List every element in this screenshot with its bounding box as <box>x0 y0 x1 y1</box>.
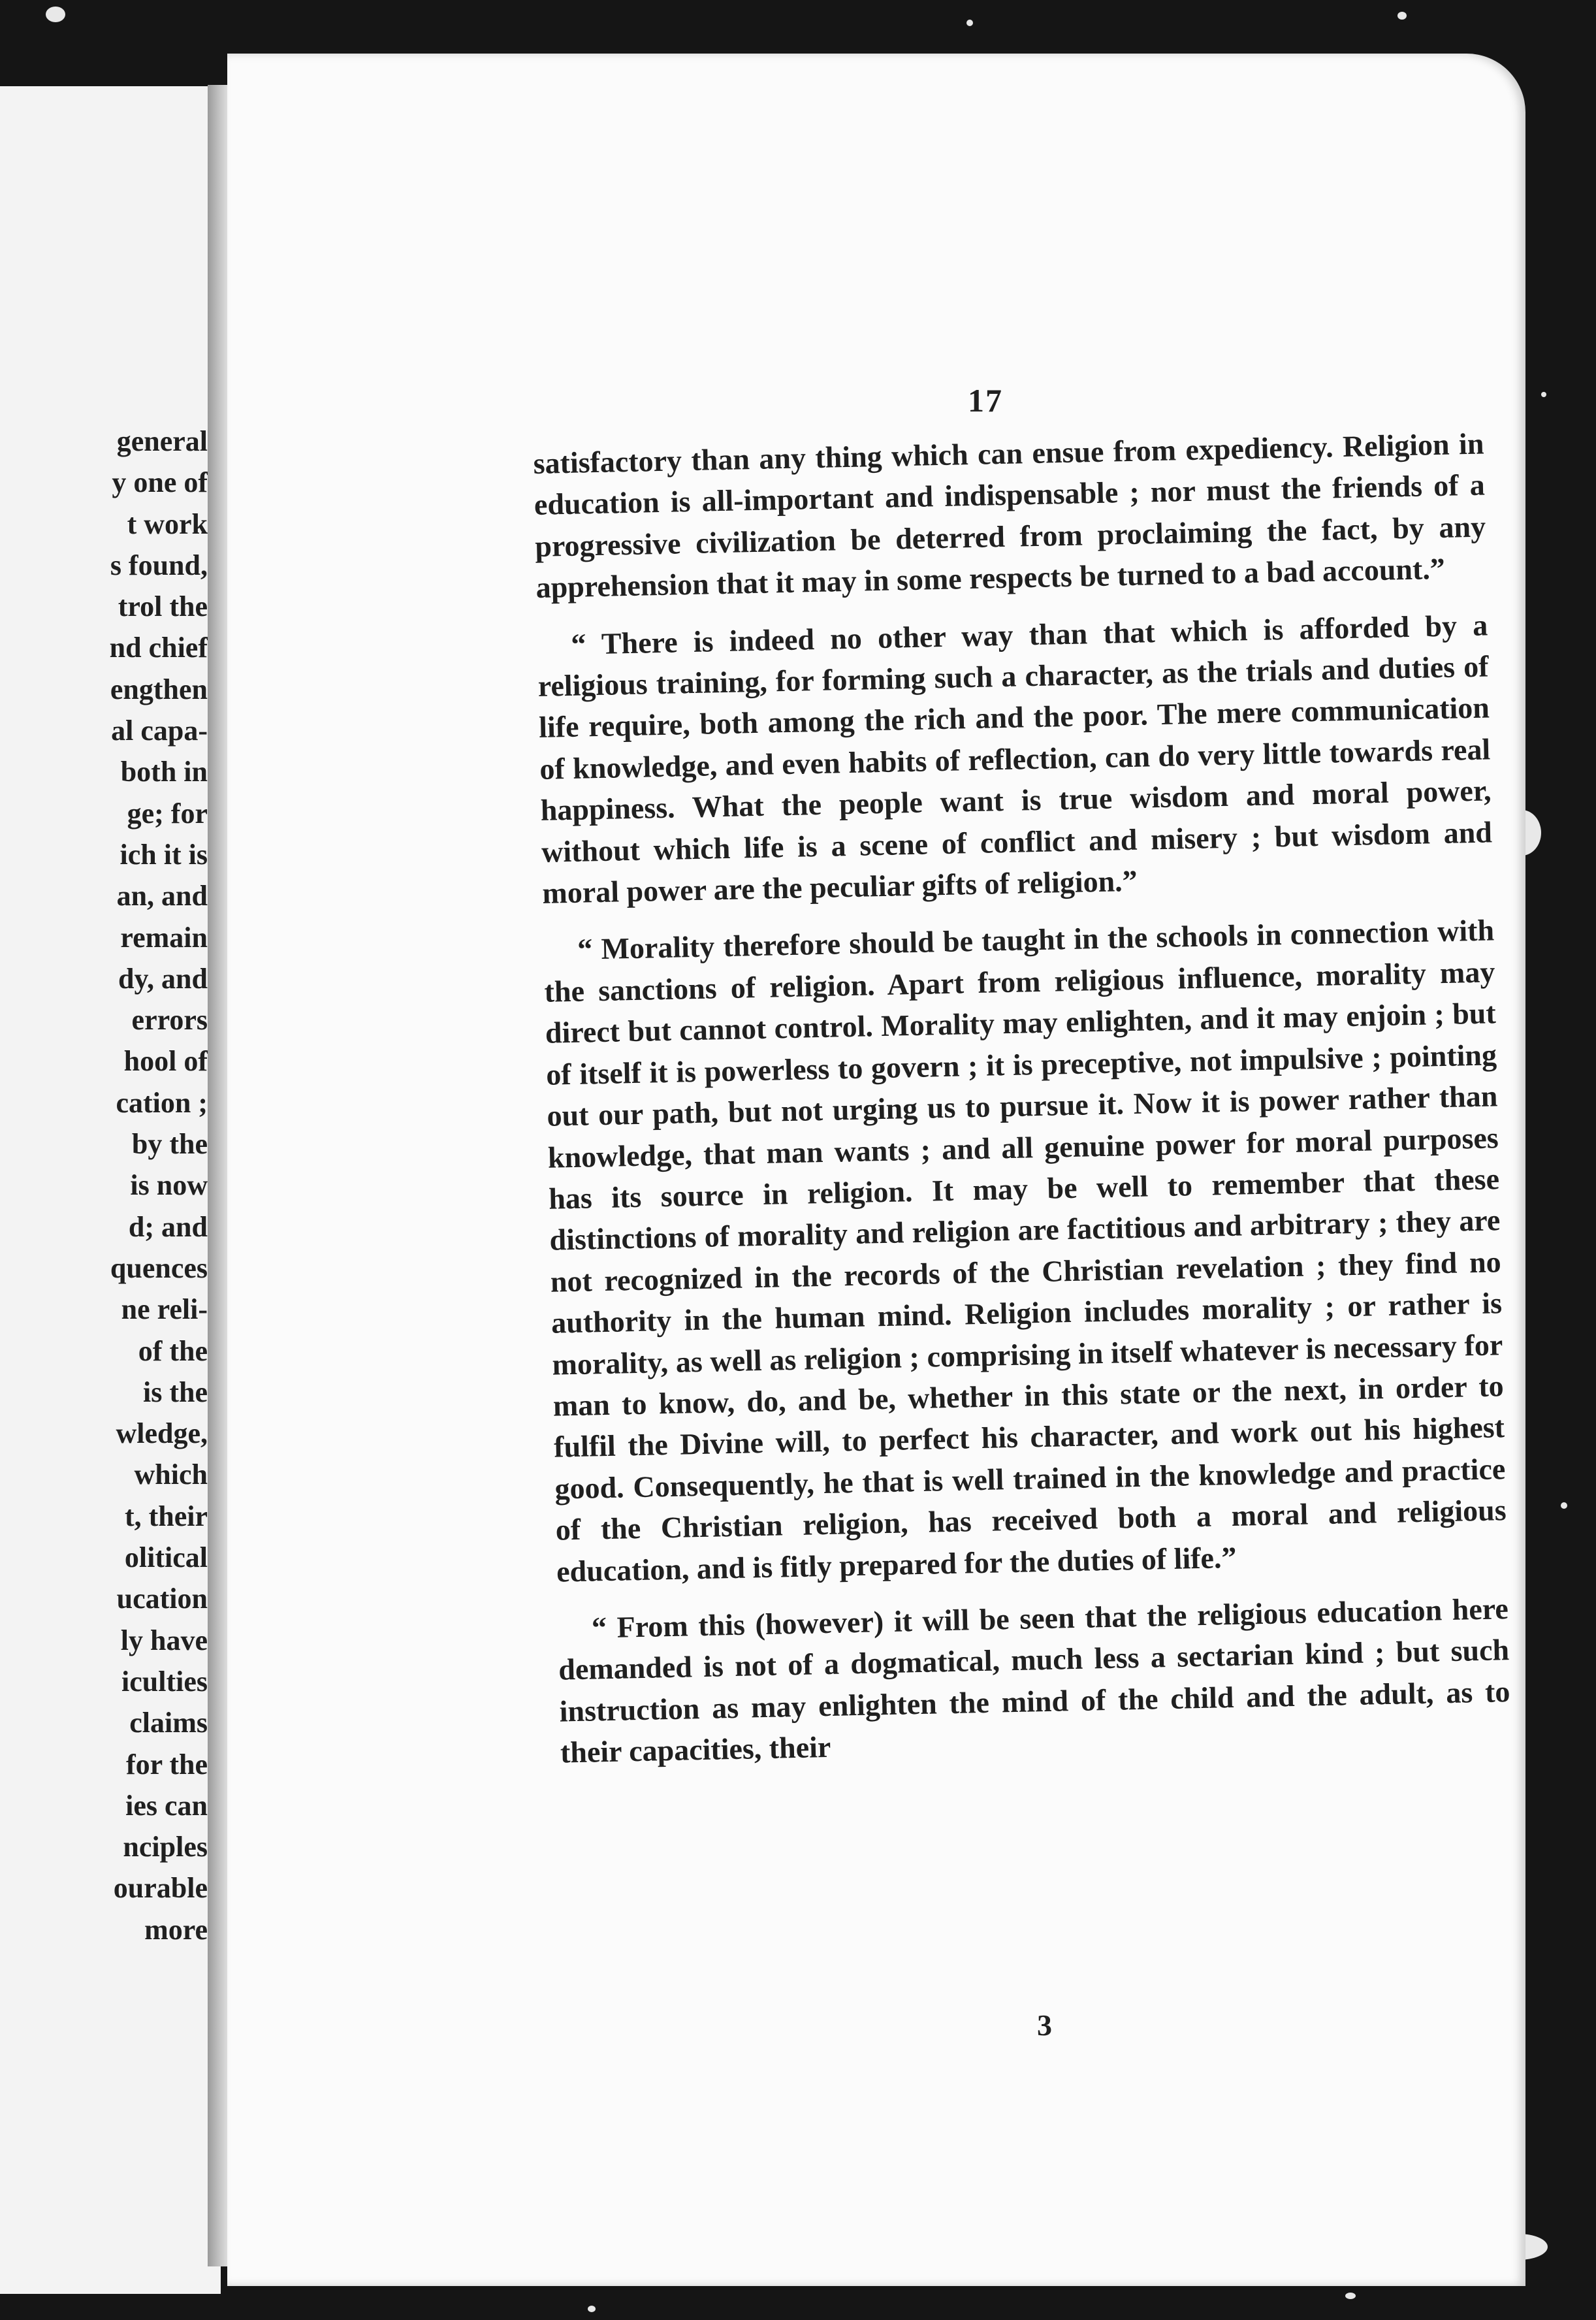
left-line: ourable <box>113 1872 208 1905</box>
paragraph: “ From this (however) it will be seen that the religious education here demanded is not of a dogmatical, much less a sectarian kind ; but such instruction as may enlighten the mind of the child and the adult, as to their capacities, their <box>558 1592 1510 1769</box>
dust-speck <box>966 20 973 26</box>
paragraph: “ There is indeed no other way than that which is afforded by a religious training, for forming such a character, as the trials and duties of life require, both among the rich and the poor. The mere communication of knowledge, and even habits of reflection, can do very little towards real happiness. What the people want is true wisdom and moral power, without which life is a scene of conflict and misery ; but wisdom and moral power are the peculiar gifts of religion.” <box>537 608 1493 910</box>
left-line: quences <box>110 1251 208 1284</box>
signature-mark: 3 <box>1037 2008 1052 2042</box>
body-text <box>533 423 1512 1790</box>
left-line: ne reli- <box>121 1293 208 1326</box>
left-line: cation ; <box>116 1086 208 1119</box>
paragraph: “ Morality therefore should be taught in the schools in connection with the sanctions of religion. Apart from religious influence, morality may direct but cannot control. Morality may enlighten, and it may enjoin ; but of itself it is powerless to govern ; it is preceptive, not impulsive ; pointing out our path, but not urging us to pursue it. Now it is power rather than knowledge, that man wants ; and all genuine power for moral purposes has its source in religion. It may be well to remember that these distinctions of morality and religion are factitious and arbitrary ; they are not recognized in the records of the Christian revelation ; they find no authority in the human mind. Religion includes morality ; or rather is morality, as well as religion ; comprising in itself whatever is necessary for man to know, do, and be, whether in this state or the next, in order to fulfil the Divine will, to perfect his character, and work out his highest good. Consequently, he that is well trained in the knowledge and practice of the Christian religion, has received both a moral and religious education, and is fitly prepared for the duties of life.” <box>544 913 1507 1588</box>
book-gutter <box>208 85 230 2266</box>
left-line: trol the <box>118 590 208 623</box>
left-line: errors <box>131 1004 208 1037</box>
dust-speck <box>1397 12 1407 20</box>
left-line: ly have <box>120 1624 208 1656</box>
left-line: ies can <box>125 1789 208 1822</box>
dust-speck <box>588 2306 596 2312</box>
left-line: iculties <box>121 1665 208 1698</box>
dust-speck <box>1561 1502 1567 1509</box>
left-line: both in <box>120 756 208 788</box>
left-line: nd chief <box>109 632 208 664</box>
page-number: 17 <box>968 382 1003 419</box>
left-line: ich it is <box>120 838 208 871</box>
left-line: which <box>134 1458 208 1491</box>
left-line: al capa- <box>111 715 208 747</box>
left-line: engthen <box>110 673 208 705</box>
left-page-text <box>0 421 208 1950</box>
left-line: for the <box>125 1748 208 1780</box>
left-line: more <box>144 1913 208 1946</box>
left-line: remain <box>120 921 208 954</box>
paragraph: satisfactory than any thing which can ensue from expediency. Religion in education is all-important and indispensable ; nor must the friends of a progressive civilization be deterred from proclaiming the fact, by any apprehension that it may in some respects be turned to a bad account.” <box>533 427 1486 605</box>
left-line: wledge, <box>116 1417 208 1450</box>
dust-speck <box>46 7 65 22</box>
left-line: t work <box>127 508 208 540</box>
left-line: y one of <box>112 466 208 499</box>
left-line: is the <box>143 1376 208 1408</box>
left-line: is now <box>130 1169 208 1202</box>
right-page <box>227 54 1525 2286</box>
left-line: hool of <box>123 1045 208 1078</box>
left-line: olitical <box>124 1541 208 1574</box>
left-page <box>0 86 221 2294</box>
left-line: ucation <box>116 1583 208 1615</box>
left-line: by the <box>131 1128 208 1161</box>
left-line: s found, <box>110 549 208 581</box>
left-line: claims <box>129 1707 208 1739</box>
left-line: d; and <box>128 1210 208 1243</box>
left-line: dy, and <box>118 962 208 995</box>
left-line: of the <box>138 1334 208 1367</box>
left-line: general <box>116 425 208 457</box>
left-line: an, and <box>116 880 208 912</box>
left-line: t, their <box>124 1500 208 1532</box>
dust-speck <box>1541 392 1546 397</box>
left-line: ge; for <box>127 797 208 830</box>
dust-speck <box>1345 2293 1356 2299</box>
left-line: nciples <box>123 1831 208 1863</box>
